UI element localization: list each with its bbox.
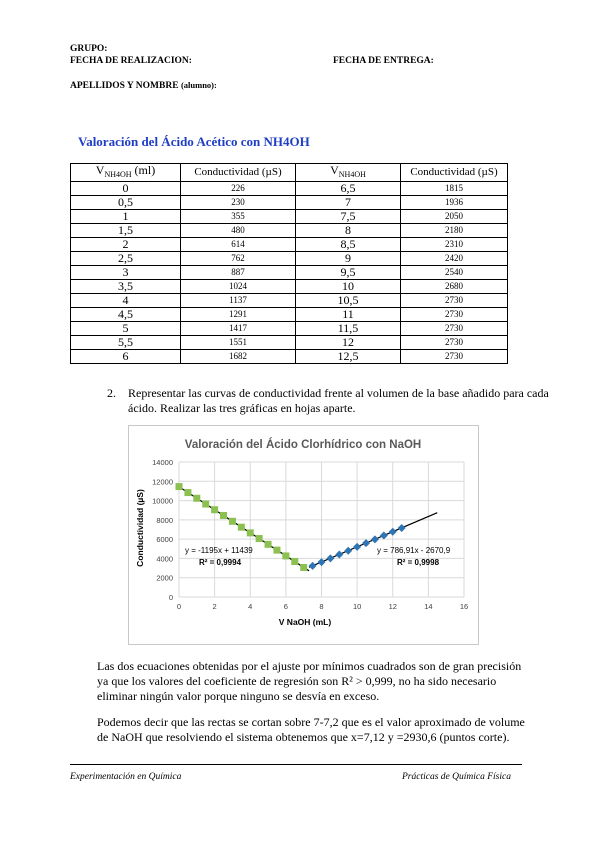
- y-tick-label: 12000: [152, 477, 173, 487]
- section-title: Valoración del Ácido Acético con NH4OH: [78, 134, 310, 149]
- y-tick-label: 14000: [152, 458, 173, 467]
- cell-volume-2: 6,5: [296, 182, 401, 196]
- x-tick-label: 4: [248, 602, 253, 611]
- paragraph-2-line-1: Podemos decir que las rectas se cortan sobre 7-7,2 que es el valor aproximado de volume: [97, 715, 525, 729]
- cell-volume-2: 12,5: [296, 350, 401, 364]
- table-row: [71, 294, 508, 308]
- col-header-conductivity-1: Conductividad (µS): [181, 164, 296, 182]
- data-point-base: [309, 562, 317, 570]
- table-row: [71, 252, 508, 266]
- r2-acid: R² = 0,9994: [199, 558, 242, 567]
- table-row: [71, 210, 508, 224]
- table-row: [71, 336, 508, 350]
- table-row: [71, 266, 508, 280]
- footer-left: Experimentación en Química: [70, 772, 182, 782]
- cell-conductivity-2: 2730: [401, 350, 508, 364]
- cell-conductivity-1: 1024: [181, 280, 296, 294]
- cell-conductivity-1: 614: [181, 238, 296, 252]
- table-header-row: [71, 164, 508, 182]
- item-2-number: 2.: [107, 386, 116, 400]
- cell-volume-2: 10,5: [296, 294, 401, 308]
- table-row: [71, 238, 508, 252]
- date-due-label: FECHA DE ENTREGA:: [333, 56, 434, 66]
- item-2-line-2: ácido. Realizar las tres gráficas en hojas aparte.: [128, 401, 356, 415]
- cell-conductivity-2: 2310: [401, 238, 508, 252]
- y-tick-label: 10000: [152, 496, 173, 506]
- y-tick-label: 4000: [156, 554, 173, 564]
- data-point-base: [335, 550, 343, 558]
- equation-acid: y = -1195x + 11439: [185, 546, 253, 555]
- table-row: [71, 308, 508, 322]
- date-done-label: FECHA DE REALIZACION:: [70, 56, 192, 66]
- table-row: [71, 196, 508, 210]
- y-tick-label: 0: [168, 593, 173, 602]
- chart-y-axis-label: Conductividad (µS): [135, 489, 145, 567]
- cell-conductivity-1: 1291: [181, 308, 296, 322]
- cell-conductivity-2: 2420: [401, 252, 508, 266]
- x-tick-label: 6: [283, 602, 288, 611]
- cell-conductivity-1: 355: [181, 210, 296, 224]
- student-name-note: (alumno):: [180, 80, 217, 90]
- cell-volume-2: 10: [296, 280, 401, 294]
- cell-volume-1: 5: [71, 322, 181, 336]
- cell-volume-1: 4,5: [71, 308, 181, 322]
- data-point-acid: [273, 547, 280, 554]
- cell-volume-1: 3,5: [71, 280, 181, 294]
- data-point-acid: [229, 518, 236, 525]
- table-row: [71, 224, 508, 238]
- data-point-base: [398, 524, 406, 532]
- cell-volume-1: 0,5: [71, 196, 181, 210]
- footer-rule: [70, 764, 522, 765]
- data-point-base: [380, 531, 388, 539]
- data-table: [70, 163, 508, 364]
- data-point-acid: [184, 489, 191, 496]
- chart-title: Valoración del Ácido Clorhídrico con NaOH: [184, 439, 422, 451]
- cell-conductivity-1: 1682: [181, 350, 296, 364]
- data-point-acid: [291, 558, 298, 565]
- col-header-volume-1: $V_{NH4OH}$ (ml): [71, 164, 181, 182]
- x-tick-label: 2: [212, 602, 217, 611]
- cell-conductivity-2: 1815: [401, 182, 508, 196]
- cell-volume-2: 7: [296, 196, 401, 210]
- data-point-acid: [211, 506, 218, 513]
- cell-volume-2: 9: [296, 252, 401, 266]
- data-point-acid: [220, 512, 227, 519]
- cell-volume-1: 1: [71, 210, 181, 224]
- cell-conductivity-2: 2730: [401, 308, 508, 322]
- cell-volume-2: 8,5: [296, 238, 401, 252]
- table-row: [71, 350, 508, 364]
- data-point-base: [353, 543, 361, 551]
- cell-conductivity-2: 2730: [401, 322, 508, 336]
- cell-conductivity-2: 1936: [401, 196, 508, 210]
- x-tick-label: 10: [352, 602, 362, 611]
- cell-volume-1: 2: [71, 238, 181, 252]
- cell-conductivity-1: 480: [181, 224, 296, 238]
- cell-conductivity-1: 1137: [181, 294, 296, 308]
- cell-volume-1: 4: [71, 294, 181, 308]
- cell-volume-2: 7,5: [296, 210, 401, 224]
- cell-conductivity-2: 2180: [401, 224, 508, 238]
- item-2-line-1: Representar las curvas de conductividad frente al volumen de la base añadido para cada: [128, 386, 549, 400]
- cell-conductivity-2: 2680: [401, 280, 508, 294]
- col-header-conductivity-2: Conductividad (µS): [401, 164, 508, 182]
- x-tick-label: 8: [319, 602, 324, 611]
- cell-volume-2: 11: [296, 308, 401, 322]
- cell-volume-1: 1,5: [71, 224, 181, 238]
- conductivity-chart: [129, 426, 478, 644]
- data-point-acid: [256, 535, 263, 542]
- y-tick-label: 2000: [156, 573, 173, 583]
- cell-conductivity-2: 2540: [401, 266, 508, 280]
- table-row: [71, 182, 508, 196]
- table-row: [71, 322, 508, 336]
- cell-conductivity-1: 230: [181, 196, 296, 210]
- cell-conductivity-2: 2050: [401, 210, 508, 224]
- x-tick-label: 16: [459, 602, 469, 611]
- paragraph-1-line-1: Las dos ecuaciones obtenidas por el ajuste por mínimos cuadrados son de gran precisión: [97, 659, 522, 673]
- paragraph-2-line-2: de NaOH que resolviendo el sistema obtenemos que x=7,12 y =2930,6 (puntos corte).: [97, 730, 510, 744]
- cell-conductivity-2: 2730: [401, 294, 508, 308]
- table-row: [71, 280, 508, 294]
- cell-volume-1: 0: [71, 182, 181, 196]
- data-point-base: [326, 554, 334, 562]
- cell-conductivity-1: 1551: [181, 336, 296, 350]
- y-tick-label: 6000: [156, 535, 173, 545]
- student-name-label: [70, 80, 217, 91]
- data-point-base: [362, 539, 370, 547]
- data-point-acid: [247, 529, 254, 536]
- group-label: GRUPO:: [70, 44, 108, 54]
- data-point-acid: [202, 501, 209, 508]
- r2-base: R² = 0,9998: [397, 558, 440, 567]
- cell-volume-2: 8: [296, 224, 401, 238]
- footer-right: Prácticas de Química Física: [402, 772, 511, 782]
- cell-volume-2: 12: [296, 336, 401, 350]
- cell-conductivity-1: 1417: [181, 322, 296, 336]
- student-name-text: APELLIDOS Y NOMBRE: [70, 81, 179, 91]
- data-point-acid: [238, 524, 245, 531]
- data-point-base: [318, 558, 326, 566]
- cell-volume-1: 5,5: [71, 336, 181, 350]
- x-tick-label: 14: [424, 602, 433, 611]
- x-tick-label: 12: [388, 602, 397, 611]
- cell-volume-2: 11,5: [296, 322, 401, 336]
- chart-container: [128, 425, 479, 645]
- cell-volume-2: 9,5: [296, 266, 401, 280]
- data-point-acid: [265, 541, 272, 548]
- cell-conductivity-2: 2730: [401, 336, 508, 350]
- data-point-acid: [176, 483, 183, 490]
- data-point-base: [389, 528, 397, 536]
- data-point-acid: [282, 552, 289, 559]
- data-point-base: [371, 535, 379, 543]
- data-point-acid: [193, 495, 200, 502]
- paragraph-1-line-3: eliminar ningún valor porque ninguno se desvía en exceso.: [97, 689, 380, 703]
- cell-volume-1: 2,5: [71, 252, 181, 266]
- data-point-base: [344, 547, 352, 555]
- cell-volume-1: 3: [71, 266, 181, 280]
- paragraph-1-line-2: ya que los valores del coeficiente de regresión son R² > 0,999, no ha sido necesario: [97, 674, 497, 688]
- cell-conductivity-1: 226: [181, 182, 296, 196]
- cell-conductivity-1: 762: [181, 252, 296, 266]
- cell-conductivity-1: 887: [181, 266, 296, 280]
- equation-base: y = 786,91x - 2670,9: [377, 546, 451, 555]
- y-tick-label: 8000: [156, 515, 173, 525]
- cell-volume-1: 6: [71, 350, 181, 364]
- x-tick-label: 0: [176, 602, 182, 611]
- col-header-volume-2: $V_{NH4OH}$: [296, 164, 401, 182]
- chart-x-axis-label: V NaOH (mL): [278, 617, 332, 627]
- data-point-acid: [300, 564, 307, 571]
